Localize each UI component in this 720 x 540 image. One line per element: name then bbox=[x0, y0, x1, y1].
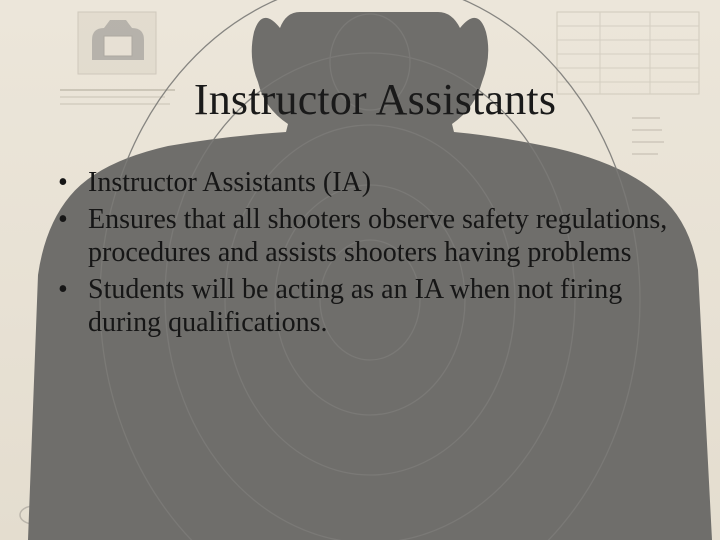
bullet-marker: • bbox=[58, 167, 68, 198]
bullet-text: Ensures that all shooters observe safety regulations, procedures and assists shooters having problems bbox=[88, 204, 668, 268]
bullet-marker: • bbox=[58, 274, 68, 305]
bullet-item bbox=[58, 203, 698, 269]
bullet-list bbox=[58, 166, 698, 343]
bullet-text: Instructor Assistants (IA) bbox=[88, 167, 372, 198]
bullet-text: Students will be acting as an IA when not firing during qualifications. bbox=[88, 274, 623, 338]
bullet-marker: • bbox=[58, 204, 68, 235]
bullet-item bbox=[58, 273, 698, 339]
bullet-item bbox=[58, 166, 698, 199]
slide-title: Instructor Assistants bbox=[193, 75, 557, 124]
